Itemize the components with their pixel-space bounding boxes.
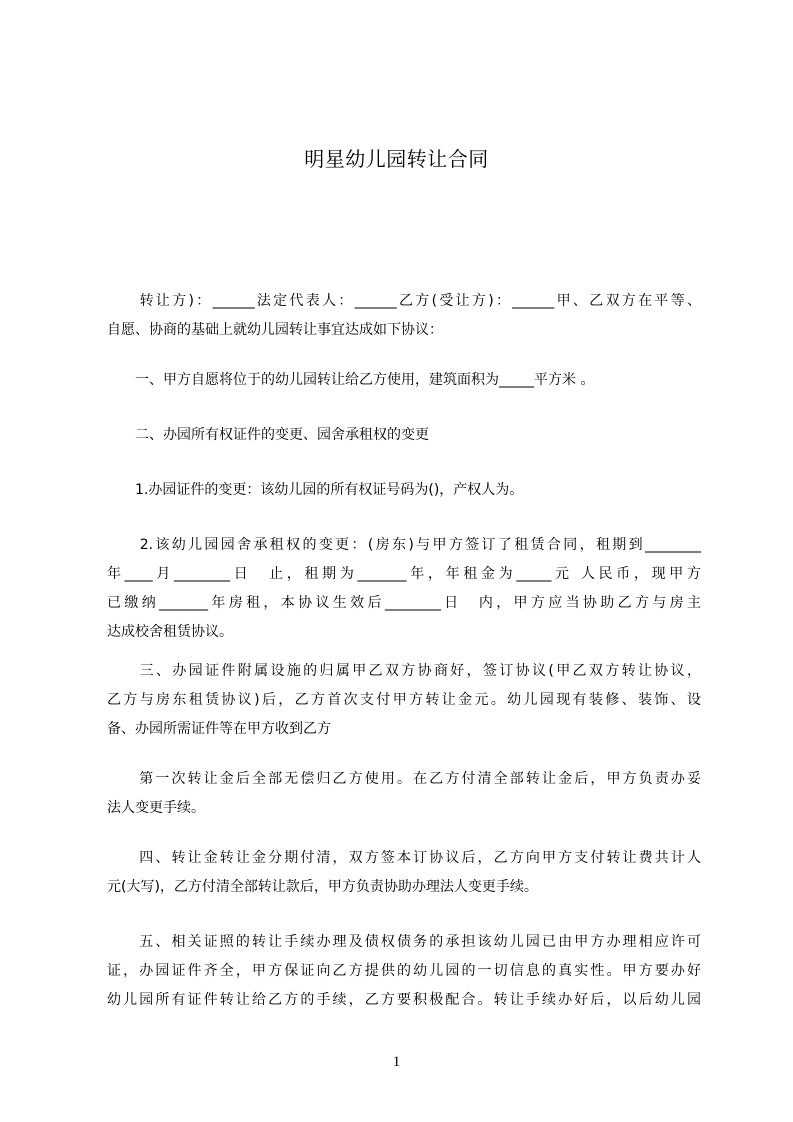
paragraph-clause-1 (107, 366, 701, 395)
paragraph-parties (107, 287, 701, 345)
paragraph-clause-2-heading (107, 421, 701, 450)
paragraph-line: 第一次转让金后全部无偿归乙方使用。在乙方付清全部转让金后，甲方负责办妥 (107, 771, 701, 787)
paragraph-line: 五、相关证照的转让手续办理及债权债务的承担该幼儿园已由甲方办理相应许可 (107, 934, 701, 950)
paragraph-line: 法人变更手续。 (107, 800, 205, 816)
paragraph-line: 自愿、协商的基础上就幼儿园转让事宜达成如下协议： (107, 322, 443, 338)
paragraph-clause-2-1 (107, 476, 701, 505)
paragraph-line: 转让方)：______法定代表人：______乙方(受让方)：______甲、乙双方在平等、 (107, 293, 701, 309)
paragraph-line: 年____月________日 止，租期为_______年，年租金为_____元 人民币，现甲方 (107, 566, 701, 582)
paragraph-line: 已缴纳_______年房租，本协议生效后________日 内，甲方应当协助乙方与房主 (107, 595, 701, 611)
paragraph-clause-3 (107, 657, 701, 744)
document-title: 明星幼儿园转让合同 (304, 147, 489, 171)
paragraph-line: 1.办园证件的变更：该幼儿园的所有权证号码为()，产权人为。 (107, 482, 524, 498)
paragraph-line: 幼儿园所有证件转让给乙方的手续，乙方要积极配合。转让手续办好后，以后幼儿园 (107, 992, 701, 1008)
page-number: 1 (392, 1054, 401, 1070)
paragraph-line: 二、办园所有权证件的变更、园舍承租权的变更 (107, 427, 429, 443)
paragraph-clause-5 (107, 928, 701, 1015)
paragraph-line: 2.该幼儿园园舍承租权的变更：(房东)与甲方签订了租赁合同，租期到________ (107, 537, 701, 553)
paragraph-clause-2-2 (107, 531, 701, 647)
paragraph-line: 备、办园所需证件等在甲方收到乙方 (107, 721, 331, 737)
paragraph-line: 一、甲方自愿将位于的幼儿园转让给乙方使用，建筑面积为_____平方米 。 (107, 372, 595, 388)
paragraph-line: 四、转让金转让金分期付清，双方签本订协议后，乙方向甲方支付转让费共计人 (107, 850, 701, 866)
paragraph-line: 三、办园证件附属设施的归属甲乙双方协商好，签订协议(甲乙双方转让协议， (107, 663, 701, 679)
paragraph-clause-3-continued (107, 765, 701, 823)
paragraph-clause-4 (107, 844, 701, 902)
paragraph-line: 证，办园证件齐全，甲方保证向乙方提供的幼儿园的一切信息的真实性。甲方要办好 (107, 963, 701, 979)
paragraph-line: 元(大写)，乙方付清全部转让款后，甲方负责协助办理法人变更手续。 (107, 879, 538, 895)
paragraph-line: 乙方与房东租赁协议)后，乙方首次支付甲方转让金元。幼儿园现有装修、装饰、设 (107, 692, 701, 708)
paragraph-line: 达成校舍租赁协议。 (107, 624, 233, 640)
